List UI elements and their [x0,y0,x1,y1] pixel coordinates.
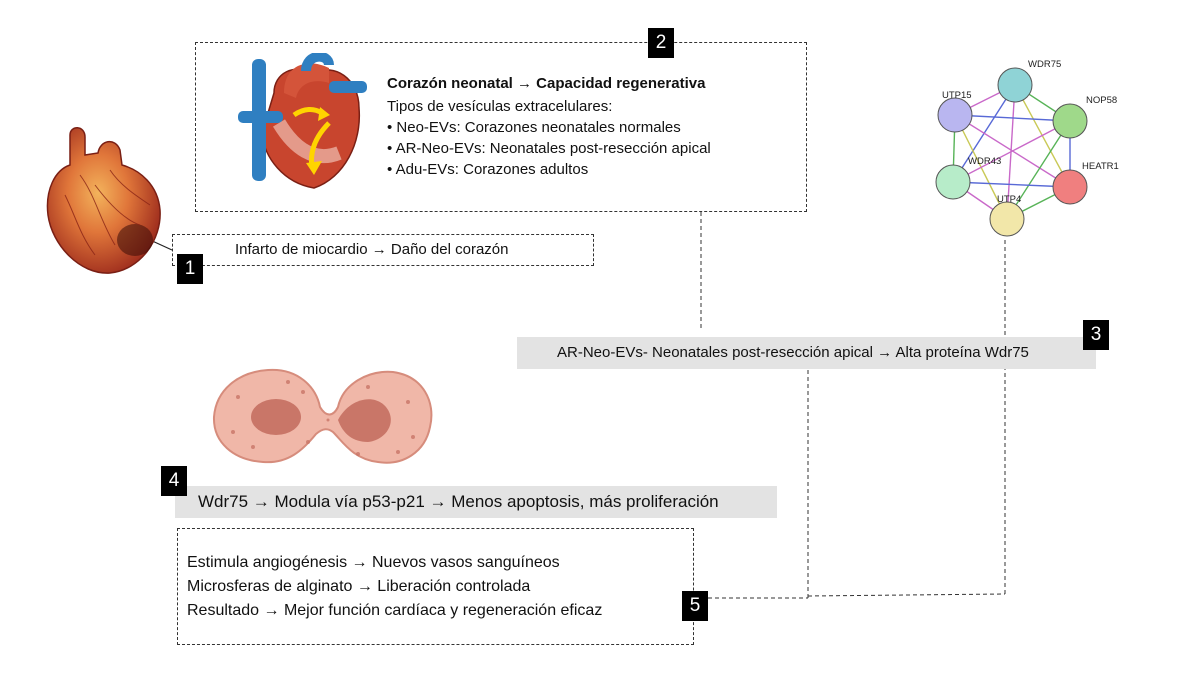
step1-badge: 1 [177,254,203,284]
step3-box [517,337,1096,369]
node-label-heatr1: HEATR1 [1082,161,1119,172]
step2-subtitle: Tipos de vesículas extracelulares: [387,98,613,115]
heart-infarct-illustration [40,125,170,275]
step1-box [172,234,594,266]
neonatal-heart-illustration [234,53,374,195]
step3-badge: 3 [1083,320,1109,350]
step4-text: Wdr75 → Modula vía p53-p21 → Menos apoptosis, más proliferación [198,492,719,511]
node-wdr75 [998,68,1032,102]
node-label-nop58: NOP58 [1086,95,1118,106]
connector-into-5-b [808,594,1005,596]
cell-division-illustration [208,362,438,472]
node-label-wdr43: WDR43 [968,156,1002,167]
step2-item-neo: • Neo-EVs: Corazones neonatales normales [387,119,681,136]
node-label-utp4: UTP4 [997,194,1022,205]
step2-item-ar-neo: • AR-Neo-EVs: Neonatales post-resección apical [387,140,711,157]
node-utp4 [990,202,1024,236]
node-utp15 [938,98,972,132]
step2-title: Corazón neonatal → Capacidad regenerativa [387,75,706,92]
node-nop58 [1053,104,1087,138]
step3-text: AR-Neo-EVs- Neonatales post-resección apical → Alta proteína Wdr75 [557,344,1029,361]
step1-text: Infarto de miocardio → Daño del corazón [235,241,509,258]
node-label-wdr75: WDR75 [1028,59,1062,70]
step5-line-1: Estimula angiogénesis → Nuevos vasos sanguíneos [187,554,560,571]
step4-badge: 4 [161,466,187,496]
node-heatr1 [1053,170,1087,204]
node-wdr43 [936,165,970,199]
step4-box [175,486,777,518]
step2-badge: 2 [648,28,674,58]
step5-line-2: Microsferas de alginato → Liberación controlada [187,578,531,595]
step2-box [195,42,807,212]
protein-network [920,55,1145,245]
step5-box [177,528,694,645]
step5-badge: 5 [682,591,708,621]
node-label-utp15: UTP15 [942,90,972,101]
step5-line-3: Resultado → Mejor función cardíaca y regeneración eficaz [187,602,603,619]
step2-item-adu: • Adu-EVs: Corazones adultos [387,161,589,178]
